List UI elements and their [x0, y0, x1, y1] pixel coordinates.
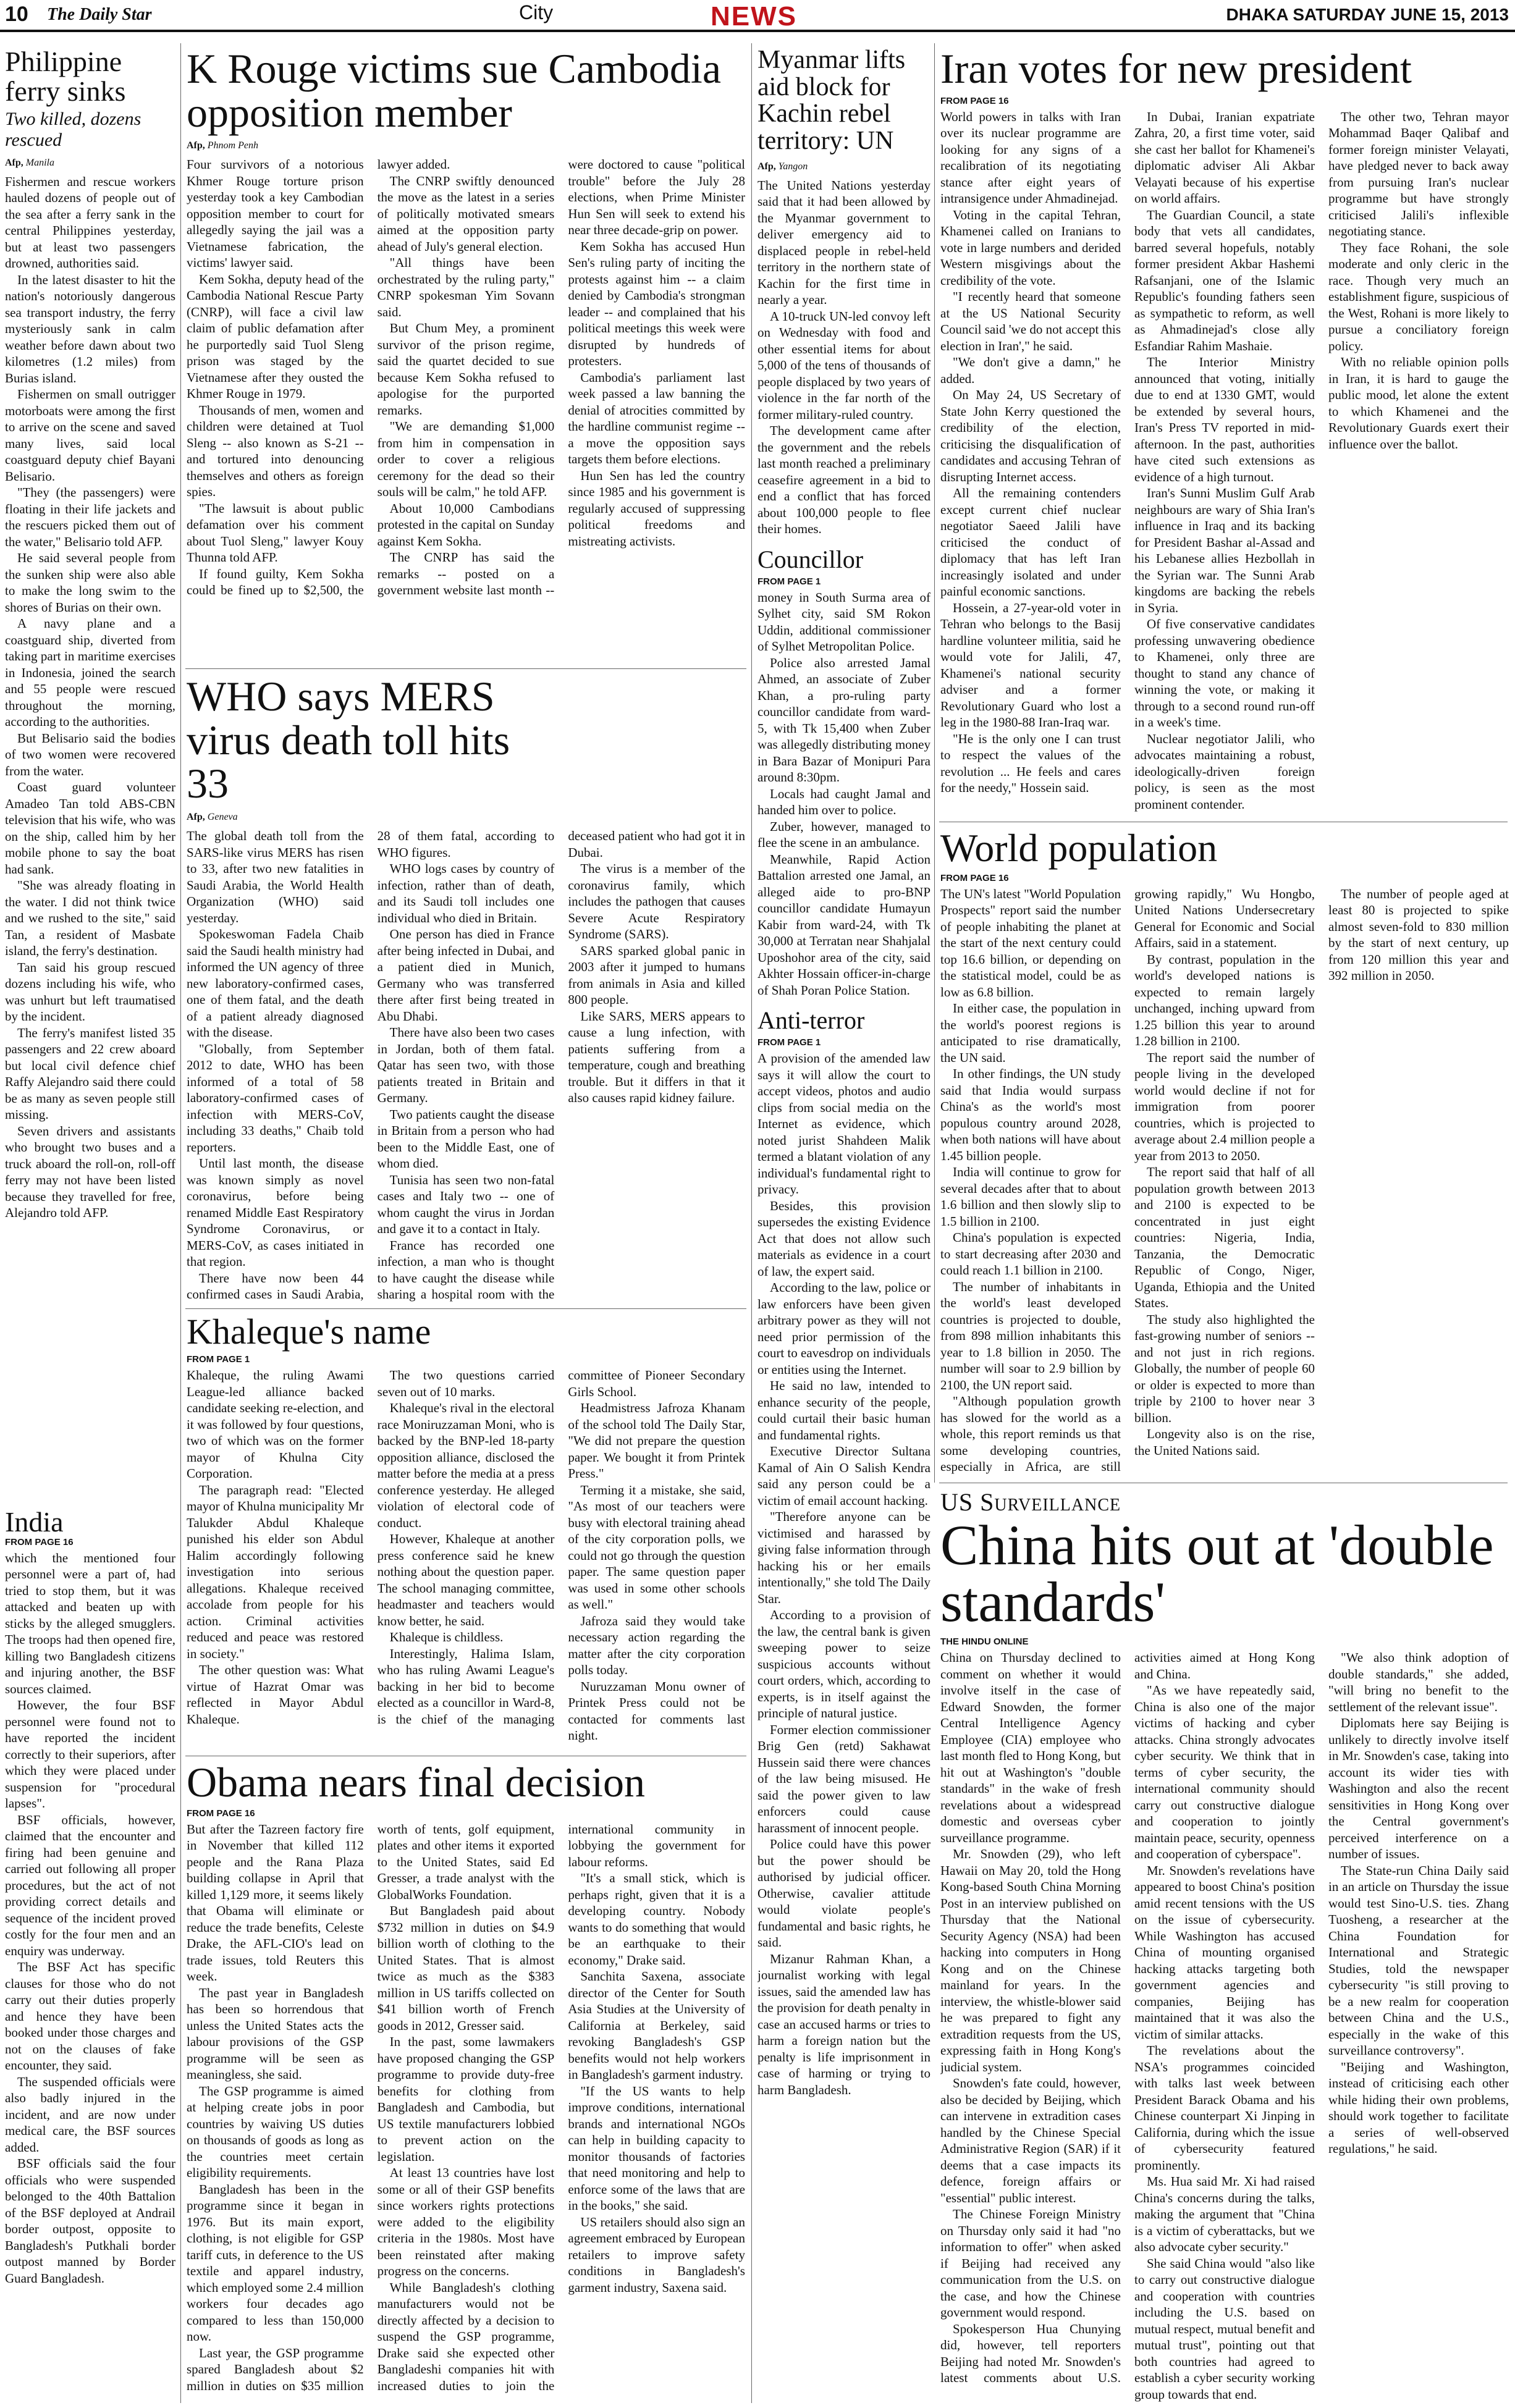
antiterror-headline: Anti-terror	[758, 1006, 865, 1035]
councillor-source: FROM PAGE 1	[758, 576, 821, 587]
china-source: THE HINDU ONLINE	[940, 1636, 1029, 1647]
article-obama	[187, 1761, 745, 2403]
column-rule	[934, 43, 935, 1483]
column-rule	[751, 43, 752, 2403]
section-rule	[185, 1308, 746, 1309]
section-label: City	[519, 1, 554, 23]
article-population	[940, 828, 1509, 1479]
ferry-byline: Afp, Manila	[5, 157, 54, 168]
article-iran	[940, 47, 1509, 818]
population-body: The UN's latest "World Population Prospects" report said the number of people inhabiting the planet at the start of the next century could top 16.6 billion, or depending on the statistical model, could be as low as 6.8 billion. In either case, the population in the world's poorest regions is anticipated to rise dramatically, the UN said. In other findings, the UN study said that India would surpass China's as the world's most populous country around 2028, when both nations will have about 1.45 billion people. India will continue to grow for several decades after that to about 1.6 billion and then slowly slip to 1.5 billion in 2100. China's population is expected to start decreasing after 2030 and could reach 1.1 billion in 2100. The number of inhabitants in the world's least developed countries is projected to double, from 898 million inhabitants this year to 1.8 billion in 2050. The number will soar to 2.9 billion by 2100, the UN report said. "Although population growth has slowed for the world as a whole, this report reminds us that some developing countries, especially in Africa, are still growing rapidly," Wu Hongbo, United Nations Undersecretary General for Economic and Social Affairs, said in a statement. By contrast, population in the world's developed nations is expected to remain largely unchanged, inching upward from 1.25 billion this year to around 1.28 billion in 2100. The report said the number of people living in the developed world would decline if not for immigration from poorer countries, which is projected to average about 2.4 million people a year from 2013 to 2050. The report said that half of all population growth between 2013 and 2100 is expected to be concentrated in just eight countries: Nigeria, India, Tanzania, the Democratic Republic of Congo, Niger, Uganda, Ethiopia and the United States. The study also highlighted the fast-growing number of seniors -- and not just in rich regions. Globally, the number of people 60 or older is expected to more than triple by 2100 to hover near 3 billion. Longevity also is on the rise, the United Nations said. The number of people aged at least 80 is projected to spike almost seven-fold to 830 million by the start of next century, up from 120 million this year and 392 million in 2050.	[940, 886, 1509, 1475]
article-china	[940, 1488, 1509, 2403]
india-body: which the mentioned four personnel were a part of, had tried to stop them, but it was attacked and beaten up with sticks by the alleged smugglers. The troops had then opened fire, killing two Bangladesh citizens and injuring another, the BSF sources claimed. However, the four BSF personnel were found not to have reported the incident correctly to their superiors, after which they were placed under suspension for "procedural lapses". BSF officials, however, claimed that the encounter and firing had been genuine and carried out following all proper procedures, but the act of not providing correct details and sequence of the incident proved costly for the four men and an enquiry was underway. The BSF Act has specific clauses for those who do not carry out their duties properly and hence they have been booked under those charges and not on the clauses of fake encounter, they said. The suspended officials were also badly injured in the incident, and are now under medical care, the BSF sources added. BSF officials said the four officials who were suspended belonged to the 40th Battalion of the BSF deployed at Andrail border outpost, opposite to Bangladesh's Putkhali border outpost manned by Border Guard Bangladesh.	[5, 1550, 175, 2286]
population-source: FROM PAGE 16	[940, 872, 1009, 883]
article-ferry	[5, 47, 175, 1517]
iran-body: World powers in talks with Iran over its nuclear programme are looking for any signs of a recalibration of its negotiating stance after eight years of intransigence under Ahmadinejad. Voting in the capital Tehran, Khamenei called on Iranians to vote in large numbers and derided Western misgivings about the credibility of the vote. "I recently heard that someone at the US National Security Council said 'we do not accept this election in Iran'," he said. "We don't give a damn," he added. On May 24, US Secretary of State John Kerry questioned the credibility of the election, criticising the disqualification of candidates and accusing Tehran of disrupting Internet access. All the remaining contenders except current chief nuclear negotiator Saeed Jalili have criticised the conduct of diplomacy that has left Iran increasingly isolated and under painful economic sanctions. Hossein, a 27-year-old voter in Tehran who belongs to the Basij hardline volunteer militia, said he would vote for Jalili, 47, Khamenei's national security adviser and a former Revolutionary Guard who lost a leg in the 1980-88 Iran-Iraq war. "He is the only one I can trust to respect the values of the revolution ... He feels and cares for the needy," Hossein said. In Dubai, Iranian expatriate Zahra, 20, a first time voter, said she cast her ballot for Khamenei's diplomatic adviser Ali Akbar Velayati because of his expertise on world affairs. The Guardian Council, a state body that vets all candidates, barred several hopefuls, notably former president Akbar Hashemi Rafsanjani, one of the Islamic Republic's founding fathers seen as sympathetic to reform, as well as Ahmadinejad's close ally Esfandiar Rahim Mashaie. The Interior Ministry announced that voting, initially due to end at 1330 GMT, would be extended by several hours, Iran's Press TV reported in mid-afternoon. In the past, authorities have cited such extensions as evidence of a high turnout. Iran's Sunni Muslim Gulf Arab neighbours are wary of Shia Iran's influence in Iraq and its backing for President Bashar al-Assad and his Lebanese allies Hezbollah in the Syrian war. The Sunni Arab kingdoms are backing the rebels in Syria. Of five conservative candidates professing unwavering obedience to Khamenei, only three are thought to stand any chance of winning the vote, or making it through to a second round run-off in a week's time. Nuclear negotiator Jalili, who advocates maintaining a robust, ideologically-driven foreign policy, is seen as the most prominent contender. The other two, Tehran mayor Mohammad Baqer Qalibaf and former foreign minister Velayati, have pledged never to back away from pursuing Iran's nuclear programme but have strongly criticised Jalili's inflexible negotiating stance. They face Rohani, the sole moderate and only cleric in the race. Though very much an establishment figure, suspicious of the West, Rohani is more likely to pursue a conciliatory foreign policy. With no reliable opinion polls in Iran, it is hard to gauge the public mood, let alone the extent to which Khamenei and the Revolutionary Guards exert their influence over the ballot.	[940, 109, 1509, 812]
china-headline: China hits out at 'double standards'	[940, 1513, 1494, 1633]
masthead	[0, 0, 1515, 32]
section-rule	[185, 668, 746, 669]
khmer-headline: K Rouge victims sue Cambodia opposition member	[187, 47, 722, 136]
ferry-body: Fishermen and rescue workers hauled dozens of people out of the sea after a ferry sank in the central Philippines yesterday, but at least two passengers drowned, authorities said. In the latest disaster to hit the nation's notoriously dangerous sea transport industry, the ferry mysteriously sank in calm weather before dawn about two kilometres (1.2 miles) from Burias island. Fishermen on small outrigger motorboats were among the first to arrive on the scene and saved many lives, said local coastguard deputy chief Bayani Belisario. "They (the passengers) were floating in their life jackets and the rescuers picked them out of the water," Belisario told AFP. He said several people from the sunken ship were also able to make the long swim to the shores of Burias on their own. A navy plane and a coastguard ship, diverted from taking part in maritime exercises in Indonesia, joined the search and 55 people were rescued throughout the morning, according to the authorities. But Belisario said the bodies of two women were recovered from the water. Coast guard volunteer Amadeo Tan told ABS-CBN television that his wife, who was on the ship, called him by her mobile phone to say the boat had sank. "She was already floating in the water. I did not think twice and we rushed to the site," said Tan, a resident of Masbate island, the ferry's destination. Tan said his group rescued dozens including his wife, who was unhurt but left traumatised by the incident. The ferry's manifest listed 35 passengers and 22 crew aboard but local civil defence chief Raffy Alejandro said there could be as many as seven people still missing. Seven drivers and assistants who brought two buses and a truck aboard the roll-on, roll-off ferry may not have been listed because they travelled for free, Alejandro told AFP.	[5, 174, 175, 1221]
dateline: DHAKA SATURDAY JUNE 15, 2013	[1226, 5, 1509, 24]
population-headline: World population	[940, 828, 1218, 870]
page-number: 10	[5, 2, 28, 26]
antiterror-body: A provision of the amended law says it will allow the court to accept videos, photos and audio clips from social media on the Internet as evidence, which noted jurist Shahdeen Malik termed a blatant violation of any individual's fundamental right to privacy. Besides, this provision supersedes the existing Evidence Act that does not allow such materials as evidence in a court of law, the expert said. According to the law, police or law enforcers have been given arbitrary power as they will not need prior permission of the court to eavesdrop on individuals or entities using the Internet. He said no law, intended to enhance security of the people, could curtail their basic human and fundamental rights. Executive Director Sultana Kamal of Ain O Salish Kendra said any person could be a victim of email account hacking. "Therefore anyone can be victimised and harassed by giving false information through hacking his or her emails intentionally," she told The Daily Star. According to a provision of the law, the central bank is given sweeping power to seize suspicious accounts without court orders, which, according to experts, is in itself against the principle of natural justice. Former election commissioner Brig Gen (retd) Sakhawat Hussein said there were chances of the law being misused. He said the power given to law enforcers could cause harassment of innocent people. Police could have this power but the power should be authorised by judicial officer. Otherwise, cavalier attitude would violate people's fundamental and basic rights, he said. Mizanur Rahman Khan, a journalist working with legal issues, said the amended law has the provision for death penalty in case an accused harms or tries to harm a foreign nation but the penalty is life imprisonment in case of harming or trying to harm Bangladesh.	[758, 1051, 931, 2097]
china-kicker: US Surveillance	[940, 1488, 1121, 1516]
news-label: NEWS	[711, 1, 797, 32]
mers-byline: Afp, Geneva	[187, 812, 238, 823]
councillor-body: money in South Surma area of Sylhet city, said SM Rokon Uddin, additional commissioner of Sylhet Metropolitan Police. Police also arrested Jamal Ahmed, an associate of Zuber Khan, a pro-ruling party councillor candidate from ward-5, with Tk 15,400 when Zuber was allegedly distributing money in Bara Bazar of Monipuri Para around 8:30pm. Locals had caught Jamal and handed him over to police. Zuber, however, managed to flee the scene in an ambulance. Meanwhile, Rapid Action Battalion arrested one Jamal, an alleged aide to pro-BNP councillor candidate Humayun Kabir from ward-24, with Tk 30,000 at Terratan near Shahjalal Uposhohor area of the city, said Akhter Hossain officer-in-charge of Shah Poran Police Station.	[758, 589, 931, 998]
khmer-byline: Afp, Phnom Penh	[187, 140, 258, 151]
khmer-body: Four survivors of a notorious Khmer Rouge torture prison yesterday took a key Cambodian opposition member to court for allegedly saying the jail was a Vietnamese fabrication, the victims' lawyer said. Kem Sokha, deputy head of the Cambodia National Rescue Party (CNRP), will face a civil law claim of public defamation after he purportedly said Tuol Sleng prison was staged by the Vietnamese after they ousted the Khmer Rouge in 1979. Thousands of men, women and children were detained at Tuol Sleng -- also known as S-21 -- and tortured into denouncing themselves and others as foreign spies. "The lawsuit is about public defamation over his comment about Tuol Sleng," lawyer Kouy Thunna told AFP. If found guilty, Kem Sokha could be fined up to $2,500, the lawyer added. The CNRP swiftly denounced the move as the latest in a series of politically motivated smears aimed at the opposition party ahead of July's general election. "All things have been orchestrated by the ruling party," CNRP spokesman Yim Sovann said. But Chum Mey, a prominent survivor of the prison regime, said the quartet decided to sue because Kem Sokha refused to apologise for the purported remarks. "We are demanding $1,000 from him in compensation in order to cover a religious ceremony for the dead so their souls will be calm," he told AFP. About 10,000 Cambodians protested in the capital on Sunday against Kem Sokha. The CNRP has said the remarks -- posted on a government website last month -- were doctored to cause "political trouble" before the July 28 elections, when Prime Minister Hun Sen will seek to extend his near three decade-grip on power. Kem Sokha has accused Hun Sen's ruling party of inciting the protests against him -- a claim denied by Cambodia's strongman leader -- and complained that his political meetings this week were disrupted by hundreds of protesters. Cambodia's parliament last week passed a law banning the denial of atrocities committed by the hardline communist regime -- a move the opposition says targets them before elections. Hun Sen has led the country since 1985 and his government is regularly accused of suppressing political freedoms and mistreating activists.	[187, 157, 745, 598]
mers-headline: WHO says MERS virus death toll hits 33	[187, 675, 510, 807]
khaleque-headline: Khaleque's name	[187, 1313, 431, 1352]
article-mers	[187, 675, 745, 1305]
column-rule	[180, 43, 181, 2403]
obama-body: But after the Tazreen factory fire in November that killed 112 people and the Rana Plaza building collapse in April that killed 1,129 more, it seems likely that Obama will eliminate or reduce the trade benefits, Celeste Drake, the AFL-CIO's lead on trade issues, told Reuters this week. The past year in Bangladesh has been so horrendous that unless the United States acts the labour provisions of the GSP programme will be seen as meaningless, she said. The GSP programme is aimed at helping create jobs in poor countries by waiving US duties on thousands of goods as long as the countries meet certain eligibility requirements. Bangladesh has been in the programme since it began in 1976. But its main export, clothing, is not eligible for GSP tariff cuts, in deference to the US textile and apparel industry, which employed some 2.4 million workers four decades ago compared to less than 150,000 now. Last year, the GSP programme spared Bangladesh about $2 million in duties on $35 million worth of tents, golf equipment, plates and other items it exported to the United States, said Ed Gresser, a trade analyst with the GlobalWorks Foundation. But Bangladesh paid about $732 million in duties on $4.9 billion worth of clothing to the United States. That is almost twice as much as the $383 million in US tariffs collected on $41 billion worth of French goods in 2012, Gresser said. In the past, some lawmakers have proposed changing the GSP programme to provide duty-free benefits for clothing from Bangladesh and Cambodia, but US textile manufacturers lobbied to prevent action on the legislation. At least 13 countries have lost some or all of their GSP benefits since workers rights protections were added to the eligibility criteria in the 1980s. Most have been reinstated after making progress on the concerns. While Bangladesh's clothing manufacturers would not be directly affected by a decision to suspend the GSP programme, Drake said she expected other Bangladeshi companies hit with increased duties to join the international community in lobbying the government for labour reforms. "It's a small stick, which is perhaps right, given that it is a developing country. Nobody wants to do something that would be an earthquake to their economy," Drake said. Sanchita Saxena, associate director of the Center for South Asia Studies at the University of California at Berkeley, said revoking Bangladesh's GSP benefits would not help workers in Bangladesh's garment industry. "If the US wants to help improve conditions, international brands and international NGOs can help in building capacity to monitor thousands of factories that need monitoring and help to enforce some of the laws that are in the books," she said. US retailers should also sign an agreement embraced by European retailers to improve safety conditions in Bangladesh's garment industry, Saxena said.	[187, 1821, 745, 2393]
paper-name: The Daily Star	[47, 5, 152, 24]
china-body: China on Thursday declined to comment on whether it would involve itself in the case of Edward Snowden, the former Central Intelligence Agency Employee (CIA) employee who last month fled to Hong Kong, but hit out at Washington's "double standards" in the wake of fresh revelations about a widespread domestic and overseas cyber surveillance programme. Mr. Snowden (29), who left Hawaii on May 20, told the Hong Kong-based South China Morning Post in an interview published on Thursday that the National Security Agency (NSA) had been hacking into computers in Hong Kong and on the Chinese mainland for years. In the interview, the whistle-blower said he was prepared to fight any extradition requests from the US, expressing faith in Hong Kong's judicial system. Snowden's fate could, however, also be decided by Beijing, which can intervene in extradition cases handled by the Chinese Special Administrative Region (SAR) if it deems that a case impacts its defence, foreign affairs or "essential" public interest. The Chinese Foreign Ministry on Thursday only said it had "no information to offer" when asked if Beijing had received any communication from the U.S. on the case, and how the Chinese government would respond. Spokesperson Hua Chunying did, however, tell reporters Beijing had noted Mr. Snowden's latest comments about U.S. activities aimed at Hong Kong and China. "As we have repeatedly said, China is also one of the major victims of hacking and cyber attacks. China strongly advocates cyber security. We think that in terms of cyber security, the international community should carry out constructive dialogue and cooperation to jointly maintain peace, security, openness and cooperation of cyberspace". Mr. Snowden's revelations have appeared to boost China's position amid recent tensions with the US on the issue of cybersecurity. While Washington has accused China of mounting organised hacking attacks targeting both government agencies and companies, Beijing has maintained that it was also the victim of similar attacks. The revelations about the NSA's programmes coincided with talks last week between President Barack Obama and his Chinese counterpart Xi Jinping in California, during which the issue of cybersecurity featured prominently. Ms. Hua said Mr. Xi had raised China's concerns during the talks, making the argument that "China is a victim of cyberattacks, but we also advocate cyber security." She said China would "also like to carry out constructive dialogue and cooperation with countries including the U.S. based on mutual respect, mutual benefit and mutual trust", pointing out that both countries had agreed to establish a cyber security working group towards that end. "We also think adoption of double standards," she added, "will bring no benefit to the settlement of the relevant issue". Diplomats here say Beijing is unlikely to directly involve itself in Mr. Snowden's case, taking into account its wider ties with Washington and also the recent sensitivities in Hong Kong over the Central government's perceived interference on a number of issues. The State-run China Daily said in an article on Thursday the issue would test Sino-U.S. ties. Zhang Tuosheng, a researcher at the China Foundation for International and Strategic Studies, told the newspaper cybersecurity "is still proving to be a new realm for cooperation between China and the U.S., especially in the wake of this surveillance controversy". "Beijing and Washington, instead of criticising each other while hiding their own problems, should work together to facilitate a series of well-observed regulations," he said.	[940, 1650, 1509, 2402]
mers-body: The global death toll from the SARS-like virus MERS has risen to 33, after two new fatalities in Saudi Arabia, the World Health Organization (WHO) said yesterday. Spokeswoman Fadela Chaib said the Saudi health ministry had informed the UN agency of three new laboratory-confirmed cases, one of them fatal, and the death of a patient already diagnosed with the disease. "Globally, from September 2012 to date, WHO has been informed of a total of 58 laboratory-confirmed cases of infection with MERS-CoV, including 33 deaths," Chaib told reporters. Until last month, the disease was known simply as novel coronavirus, before being renamed Middle East Respiratory Syndrome Coronavirus, or MERS-CoV, as cases initiated in that region. There have now been 44 confirmed cases in Saudi Arabia, 28 of them fatal, according to WHO figures. WHO logs cases by country of infection, rather than of death, and its Saudi toll includes one individual who died in Britain. One person has died in France after being infected in Dubai, and a patient died in Munich, Germany who was transferred there after first being treated in Abu Dhabi. There have also been two cases in Jordan, both of them fatal. Qatar has seen two, with those patients treated in Britain and Germany. Two patients caught the disease in Britain from a person who had been to the Middle East, one of whom died. Tunisia has seen two non-fatal cases and Italy two -- one of whom caught the virus in Jordan and gave it to a contact in Italy. France has recorded one infection, a man who is thought to have caught the disease while sharing a hospital room with the deceased patient who had got it in Dubai. The virus is a member of the coronavirus family, which includes the pathogen that causes Severe Acute Respiratory Syndrome (SARS). SARS sparked global panic in 2003 after it jumped to humans from animals in Asia and killed 800 people. Like SARS, MERS appears to cause a lung infection, with patients suffering from a temperature, cough and breathing trouble. But it differs in that it also causes rapid kidney failure.	[187, 828, 745, 1302]
article-column-3	[758, 47, 931, 2403]
article-khaleque	[187, 1313, 745, 1752]
obama-source: FROM PAGE 16	[187, 1808, 255, 1819]
iran-headline: Iran votes for new president	[940, 47, 1412, 92]
ferry-deck: Two killed, dozens rescued	[5, 108, 141, 151]
india-source: FROM PAGE 16	[5, 1536, 74, 1547]
india-headline: India	[5, 1507, 64, 1538]
khaleque-source: FROM PAGE 1	[187, 1354, 250, 1365]
antiterror-source: FROM PAGE 1	[758, 1037, 821, 1048]
article-khmer	[187, 47, 745, 665]
myanmar-byline: Afp, Yangon	[758, 161, 808, 172]
myanmar-body: The United Nations yesterday said that it had been allowed by the Myanmar government to deliver emergency aid to displaced people in rebel-held territory in the northern state of Kachin for the first time in nearly a year. A 10-truck UN-led convoy left on Wednesday with food and other essential items for about 5,000 of the tens of thousands of people displaced by two years of violence in the far north of the former military-ruled country. The development came after the government and the rebels last month reached a preliminary ceasefire agreement in a bid to end a conflict that has forced about 100,000 people to flee their homes.	[758, 177, 931, 537]
councillor-headline: Councillor	[758, 545, 864, 573]
obama-headline: Obama nears final decision	[187, 1761, 646, 1806]
article-india	[5, 1507, 175, 2403]
ferry-headline: Philippine ferry sinks	[5, 47, 126, 107]
khaleque-body: Khaleque, the ruling Awami League-led alliance backed candidate seeking re-election, and it was followed by four questions, two of which was on the former mayor of Khulna City Corporation. The paragraph read: "Elected mayor of Khulna municipality Mr Talukder Abdul Khaleque punished his elder son Abdul Halim accordingly following investigation into serious allegations. Khaleque received accolade from people for his action. Criminal activities reduced and peace was restored in society." The other question was: What virtue of Hazrat Omar was reflected in Mayor Abdul Khaleque. The two questions carried seven out of 10 marks. Khaleque's rival in the electoral race Moniruzzaman Moni, who is backed by the BNP-led 18-party opposition alliance, disclosed the matter before the media at a press conference yesterday. He alleged violation of electoral code of conduct. However, Khaleque at another press conference said he knew nothing about the question paper. The school managing committee, headmaster and teachers would know better, he said. Khaleque is childless. Interestingly, Halima Islam, who has ruling Awami League's backing in her bid to become elected as a councillor in Ward-8, is the chief of the managing committee of Pioneer Secondary Girls School. Headmistress Jafroza Khanam of the school told The Daily Star, "We did not prepare the question paper. We bought it from Printek Press." Terming it a mistake, she said, "As most of our teachers were busy with electoral training ahead of the city corporation polls, we could not go through the question paper. The same question paper was used in some other schools as well." Jafroza said they would take necessary action regarding the matter after the city corporation polls today. Nuruzzaman Monu owner of Printek Press could not be contacted for comments last night.	[187, 1368, 745, 1743]
iran-source: FROM PAGE 16	[940, 95, 1009, 106]
myanmar-headline: Myanmar lifts aid block for Kachin rebel territory: UN	[758, 47, 906, 156]
